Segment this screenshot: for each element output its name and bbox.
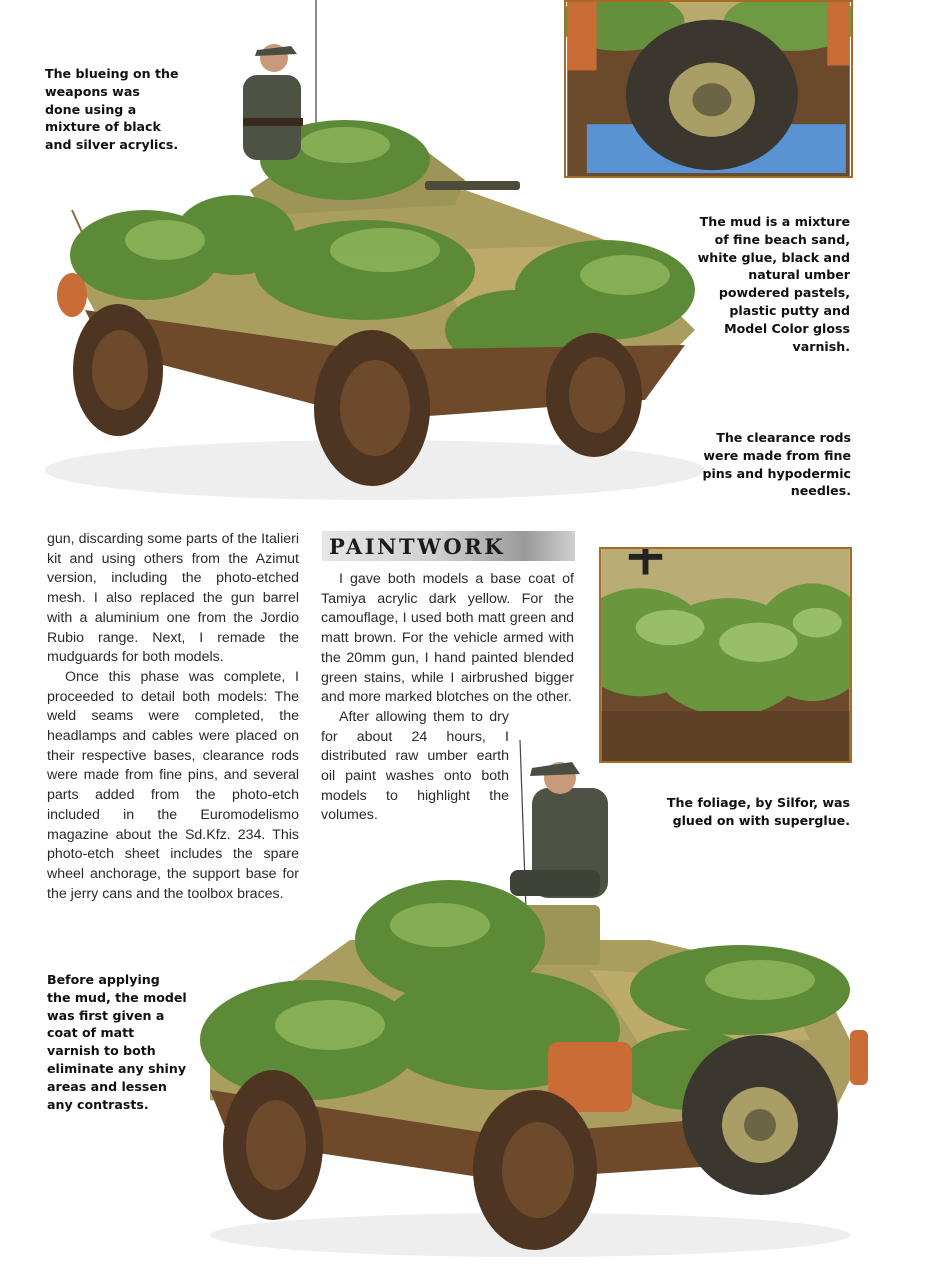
caption-matt-varnish: Before applying the mud, the model was first given a coat of matt varnish to both eliminate any shiny areas and lessen any contrasts. — [47, 972, 187, 1112]
caption-mud: The mud is a mixture of fine beach sand, white glue, black and natural umber powdered pastels, plastic putty and Model Color gloss varnish. — [697, 214, 850, 354]
article-paragraph: Once this phase was complete, I proceeded to detail both models: The weld seams were completed, the headlamps and cables were placed on their respective bases, clearance rods were made from fine pins, and several parts added from the photo-etch included in the Euromodelismo magazine about the Sd.Kfz. 234. This photo-etch sheet includes the spare wheel anchorage, the support base for the jerry cans and the toolbox braces. — [47, 668, 299, 902]
caption-foliage: The foliage, by Silfor, was glued on with superglue. — [666, 795, 850, 828]
wheel-detail-photo — [564, 0, 853, 178]
foliage-detail-photo — [599, 547, 852, 763]
caption-blueing: The blueing on the weapons was done using a mixture of black and silver acrylics. — [45, 66, 179, 153]
article-middle-column — [321, 570, 574, 826]
caption-clearance-rods: The clearance rods were made from fine pins and hypodermic needles. — [702, 430, 851, 499]
section-heading-paintwork: PAINTWORK — [329, 534, 506, 559]
article-paragraph: After allowing them to dry for about 24 hours, I distributed raw umber earth oil paint washes onto both models to highlight the volumes. — [321, 708, 509, 824]
article-paragraph: gun, discarding some parts of the Italieri kit and using others from the Azimut version, including the photo-etched mesh. I also replaced the gun barrel with a aluminium one from the Jordio Rubio range. Next, I remade the mudguards for both models. — [47, 531, 299, 666]
article-paragraph: I gave both models a base coat of Tamiya acrylic dark yellow. For the camouflage, I used both matt green and matt brown. For the vehicle armed with the 20mm gun, I hand painted blended green stains, while I airbrushed bigger and more marked blotches on the other. — [321, 571, 574, 706]
article-left-column — [47, 530, 299, 904]
